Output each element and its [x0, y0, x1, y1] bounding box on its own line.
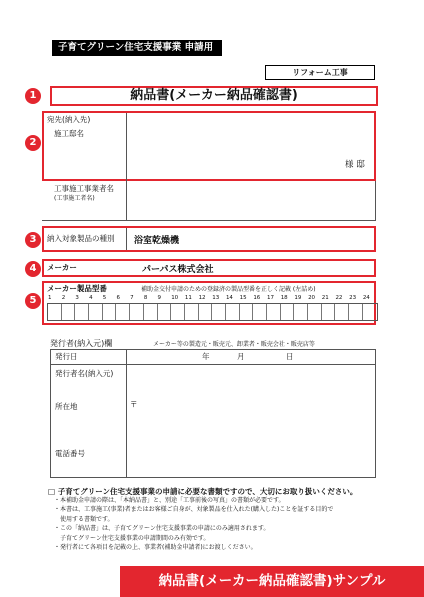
note-line: 子育てグリーン住宅支援事業の申請期間のみ有効です。	[54, 534, 210, 542]
honorific-label: 様 邸	[345, 160, 365, 170]
sample-banner: 納品書(メーカー納品確認書)サンプル	[120, 566, 424, 597]
product-type-label: 納入対象製品の種別	[47, 234, 115, 243]
addressee-section	[42, 111, 376, 181]
badge-1: 1	[25, 88, 41, 104]
badge-3: 3	[25, 232, 41, 248]
postal-mark: 〒	[130, 400, 138, 409]
maker-value: パーパス株式会社	[142, 265, 214, 275]
badge-2: 2	[25, 135, 41, 151]
product-type-value: 浴室乾燥機	[134, 236, 180, 246]
model-digit-numbers: 1 2 3 4 5 6 7 8 9 10 11 12 13 14 15 16 17 18 19 20 21 22 23 24	[48, 295, 370, 301]
notes-heading: □ 子育てグリーン住宅支援事業の申請に必要な書類ですので、大切にお取り扱いください。	[48, 487, 358, 496]
model-note: 補助金交付申請のための登録済の製品型番を正しく記載 (左詰め)	[141, 286, 316, 293]
issuer-heading-note: メーカー等の製造元・販売元、卸業者・販売会社・販売店等	[153, 341, 315, 348]
model-label: メーカー製品型番	[47, 284, 107, 293]
issuer-date-border	[50, 364, 376, 365]
maker-label: メーカー	[47, 263, 77, 272]
issuer-heading: 発行者(納入元)欄	[50, 339, 113, 348]
badge-5: 5	[25, 293, 41, 309]
contractor-label: 工事施工事業者名	[54, 184, 114, 193]
house-name-label: 施工邸名	[54, 129, 84, 138]
note-line: 使用する書類です。	[54, 515, 114, 523]
address-label: 所在地	[55, 402, 78, 411]
contractor-bottom-border	[42, 220, 376, 221]
issuer-name-label: 発行者名(納入元)	[55, 369, 114, 378]
model-number-grid[interactable]	[47, 303, 378, 321]
issue-month-label: 月	[237, 352, 245, 361]
note-line: ・本書は、工事施工(事業)者またはお客様ご自身が、対象製品を仕入れた(購入した)ことを証する目的で	[54, 506, 334, 514]
work-type-box: リフォーム工事	[265, 65, 375, 80]
addressee-divider	[126, 113, 127, 220]
notes-list	[54, 496, 333, 552]
badge-4: 4	[25, 261, 41, 277]
contractor-sub-label: (工事施工者名)	[54, 195, 95, 202]
note-line: ・本補助金申請の際は、「本納品書」と、別途「工事前後の写真」の書類が必要です。	[54, 497, 285, 504]
issue-date-label: 発行日	[55, 352, 78, 361]
note-line: ・この「納品書」は、子育てグリーン住宅支援事業の申請にのみ適用されます。	[54, 525, 270, 533]
addressee-label: 宛先(納入先)	[47, 115, 91, 124]
program-label: 子育てグリーン住宅支援事業 申請用	[52, 40, 222, 56]
issue-year-label: 年	[202, 352, 210, 361]
issuer-divider	[126, 349, 127, 478]
contractor-right-border	[375, 181, 376, 221]
phone-label: 電話番号	[55, 449, 85, 458]
product-type-divider	[126, 228, 127, 250]
document-title: 納品書(メーカー納品確認書)	[50, 86, 378, 106]
issue-day-label: 日	[286, 352, 294, 361]
note-line: ・発行者にて各項目を記載の上、事業者(補助金申請者)にお渡しください。	[54, 544, 257, 552]
